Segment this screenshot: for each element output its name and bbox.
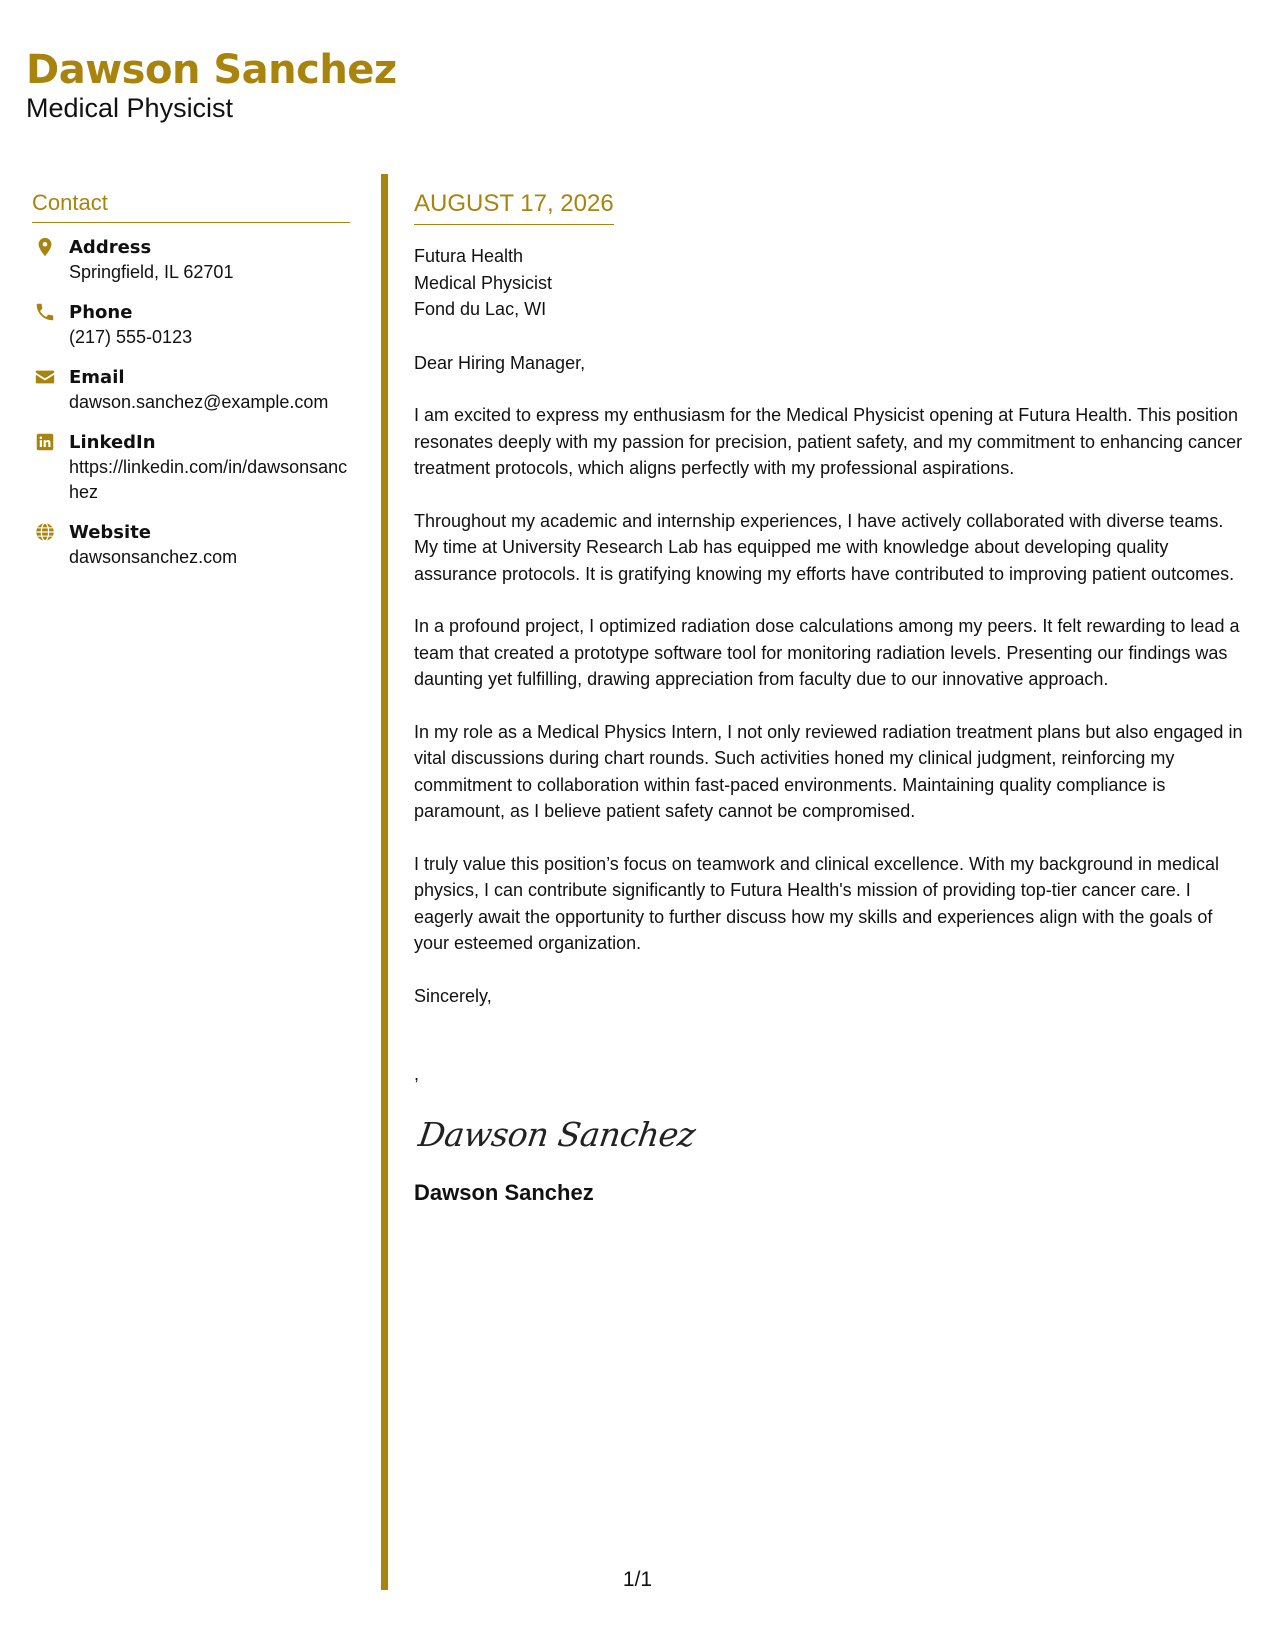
- globe-icon: [34, 521, 56, 543]
- letter-date: AUGUST 17, 2026: [414, 190, 614, 225]
- closing-comma: ,: [414, 1064, 420, 1084]
- page-number: 1/1: [622, 1568, 653, 1591]
- signer-name: Dawson Sanchez: [414, 1179, 594, 1205]
- contact-label: Phone: [69, 302, 133, 323]
- letter-paragraph: In a profound project, I optimized radiation dose calculations among my peers. It felt rewarding to lead a team that created a prototype software tool for monitoring radiation levels. Presenting our findings was daunting yet fulfilling, drawing appreciation from faculty due to our innovative approach.: [414, 616, 1240, 689]
- letter-paragraph: In my role as a Medical Physics Intern, I not only reviewed radiation treatment plans but also engaged in vital discussions during chart rounds. Such activities honed my clinical judgment, reinforcing my commitment to collaboration within fast-paced environments. Maintaining quality compliance is paramount, as I believe patient safety cannot be compromised.: [414, 721, 1243, 821]
- map-pin-icon: [34, 236, 56, 258]
- contact-value: dawson.sanchez@example.com: [69, 392, 329, 412]
- phone-icon: [34, 301, 56, 323]
- contact-sidebar: [32, 190, 350, 585]
- handwritten-signature: [416, 1112, 698, 1160]
- recipient-position: Medical Physicist: [414, 272, 553, 293]
- letter-paragraph: I am excited to express my enthusiasm for the Medical Physicist opening at Futura Health. This position resonates deeply with my passion for precision, patient safety, and my commitment to enhancing cancer treatment protocols, which aligns perfectly with my professional aspirations.: [414, 405, 1243, 478]
- letter-body: [414, 190, 1244, 1206]
- letter-closing: Sincerely,: [414, 985, 492, 1006]
- contact-item-email: [32, 365, 350, 415]
- vertical-divider: [381, 174, 388, 1590]
- contact-value: dawsonsanchez.com: [69, 547, 238, 567]
- letter-paragraph: I truly value this position’s focus on teamwork and clinical excellence. With my background in medical physics, I can contribute significantly to Futura Health's mission of providing top-tier cancer care. I eagerly await the opportunity to further discuss how my skills and experiences align with the goals of your esteemed organization.: [414, 853, 1220, 953]
- contact-item-phone: [32, 300, 350, 350]
- contact-label: LinkedIn: [69, 432, 156, 453]
- contact-label: Address: [69, 237, 152, 258]
- envelope-icon: [34, 366, 56, 388]
- recipient-location: Fond du Lac, WI: [414, 299, 547, 319]
- contact-value: Springfield, IL 62701: [69, 262, 234, 282]
- contact-label: Email: [69, 367, 125, 388]
- applicant-title: Medical Physicist: [26, 93, 234, 123]
- contact-item-linkedin: [32, 430, 350, 505]
- contact-item-website: [32, 520, 350, 570]
- letter-paragraph: Throughout my academic and internship experiences, I have actively collaborated with diverse teams. My time at University Research Lab has equipped me with knowledge about developing quality assurance protocols. It is gratifying knowing my efforts have contributed to improving patient outcomes.: [414, 510, 1235, 584]
- contact-value: (217) 555-0123: [69, 327, 193, 347]
- signature-text: Dawson Sanchez: [416, 1114, 698, 1154]
- linkedin-icon: [34, 431, 56, 453]
- recipient-company: Futura Health: [414, 246, 524, 266]
- contact-heading: Contact: [32, 190, 350, 223]
- applicant-name: Dawson Sanchez: [26, 47, 397, 93]
- recipient-block: [414, 243, 1244, 323]
- letter-greeting: Dear Hiring Manager,: [414, 352, 586, 373]
- contact-value: https://linkedin.com/in/dawsonsanchez: [69, 457, 348, 502]
- contact-item-address: [32, 235, 350, 285]
- resume-header: [26, 48, 397, 124]
- contact-label: Website: [69, 522, 152, 543]
